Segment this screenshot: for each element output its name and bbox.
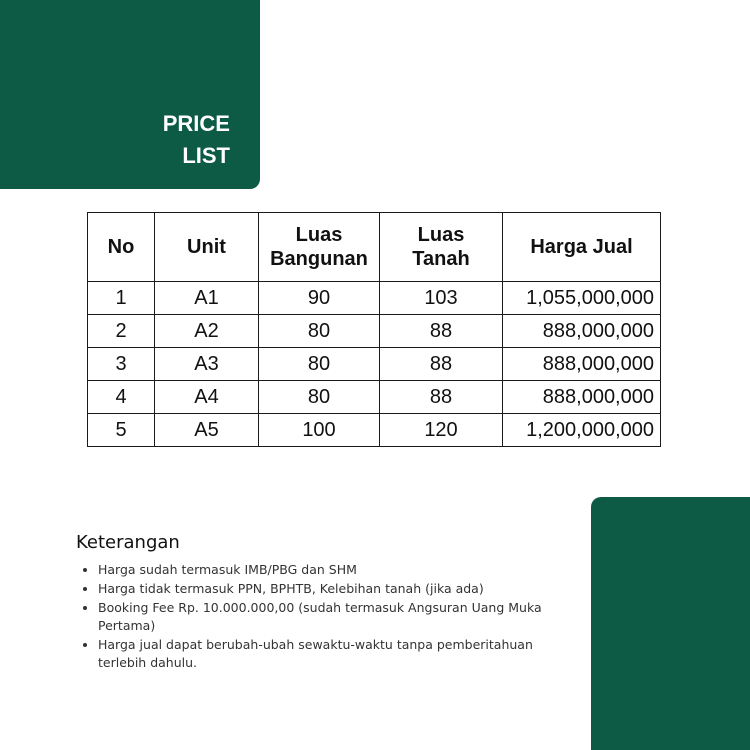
header-luas-tanah-line1: Luas (417, 224, 465, 246)
notes-list (76, 561, 576, 672)
cell-no: 2 (88, 315, 155, 348)
header-harga-jual: Harga Jual (503, 213, 661, 282)
cell-luas-tanah: 88 (380, 315, 503, 348)
cell-luas-tanah: 103 (380, 282, 503, 315)
table-row (88, 315, 661, 348)
notes-section (76, 532, 576, 673)
cell-no: 4 (88, 381, 155, 414)
table-row (88, 348, 661, 381)
cell-unit: A3 (155, 348, 259, 381)
table-row (88, 414, 661, 447)
list-item: • Harga sudah termasuk IMB/PBG dan SHM (98, 561, 576, 579)
cell-unit: A2 (155, 315, 259, 348)
price-table (87, 212, 661, 447)
table-row (88, 282, 661, 315)
header-luas-tanah (380, 213, 503, 282)
header-unit: Unit (155, 213, 259, 282)
cell-harga-jual: 888,000,000 (503, 348, 661, 381)
title-line-1: PRICE (162, 111, 230, 136)
cell-luas-bangunan: 80 (259, 315, 380, 348)
cell-harga-jual: 1,055,000,000 (503, 282, 661, 315)
header-no: No (88, 213, 155, 282)
list-item: • Harga jual dapat berubah-ubah sewaktu-waktu tanpa pemberitahuan terlebih dahulu. (98, 636, 576, 672)
header-luas-bangunan (259, 213, 380, 282)
cell-unit: A1 (155, 282, 259, 315)
cell-luas-bangunan: 80 (259, 348, 380, 381)
header-luas-tanah-line2: Tanah (412, 248, 470, 270)
cell-luas-bangunan: 100 (259, 414, 380, 447)
cell-no: 3 (88, 348, 155, 381)
table-row (88, 381, 661, 414)
cell-no: 1 (88, 282, 155, 315)
cell-unit: A4 (155, 381, 259, 414)
title-line-2: LIST (182, 143, 230, 168)
decorative-panel (591, 497, 750, 750)
notes-heading: Keterangan (76, 532, 180, 553)
cell-no: 5 (88, 414, 155, 447)
cell-harga-jual: 888,000,000 (503, 381, 661, 414)
cell-harga-jual: 888,000,000 (503, 315, 661, 348)
page-title (163, 108, 230, 172)
cell-luas-tanah: 88 (380, 381, 503, 414)
cell-unit: A5 (155, 414, 259, 447)
header-luas-bangunan-line2: Bangunan (270, 248, 368, 270)
list-item: • Harga tidak termasuk PPN, BPHTB, Kelebihan tanah (jika ada) (98, 580, 576, 598)
cell-luas-bangunan: 80 (259, 381, 380, 414)
cell-luas-tanah: 88 (380, 348, 503, 381)
cell-luas-tanah: 120 (380, 414, 503, 447)
list-item: • Booking Fee Rp. 10.000.000,00 (sudah termasuk Angsuran Uang Muka Pertama) (98, 599, 576, 635)
cell-harga-jual: 1,200,000,000 (503, 414, 661, 447)
header-luas-bangunan-line1: Luas (295, 224, 343, 246)
cell-luas-bangunan: 90 (259, 282, 380, 315)
table-header-row (88, 213, 661, 282)
header-panel (0, 0, 260, 189)
